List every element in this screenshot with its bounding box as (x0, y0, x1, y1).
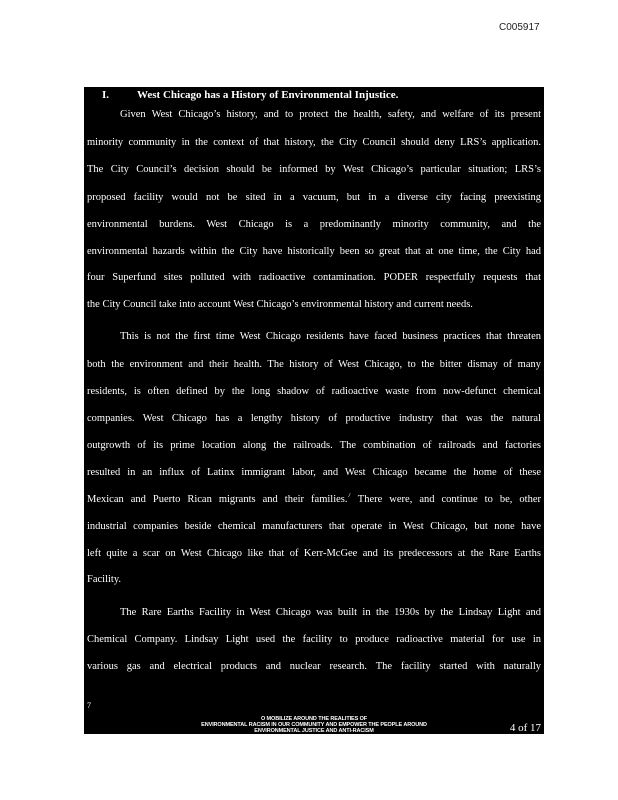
page-number: 4 of 17 (509, 722, 541, 734)
footer-line: O MOBILIZE AROUND THE REALITIES OF (260, 716, 368, 722)
footer-line: ENVIRONMENTAL JUSTICE AND ANTI-RACISM (254, 728, 374, 734)
body-line: Given West Chicago’s history, and to protect the health, safety, and welfare of its present (120, 109, 541, 120)
footnote-reference: 7 (347, 493, 351, 499)
document-id: C005917 (499, 22, 540, 33)
body-line: minority community in the context of that history, the City Council should deny LRS’s application. (87, 137, 541, 148)
body-line: the City Council take into account West Chicago’s environmental history and current needs. (87, 299, 473, 310)
body-line: environmental burdens. West Chicago is a predominantly minority community, and the (87, 219, 541, 230)
body-line-text: Mexican and Puerto Rican migrants and their families. (87, 494, 348, 505)
body-line: The City Council’s decision should be informed by West Chicago’s particular situation; LRS’s (87, 164, 541, 175)
body-line: companies. West Chicago has a lengthy history of productive industry that was the natural (87, 413, 541, 424)
document-page (84, 87, 544, 734)
body-line: resulted in an influx of Latinx immigrant labor, and West Chicago became the home of these (87, 467, 541, 478)
body-line-text: There were, and continue to be, other (350, 494, 541, 505)
section-heading (102, 89, 398, 101)
body-line: environmental hazards within the City have historically been so great that at one time, the City had (87, 246, 541, 257)
body-line: four Superfund sites polluted with radioactive contamination. PODER respectfully requests that (87, 272, 541, 283)
body-line-with-footnote (87, 493, 541, 507)
body-line: proposed facility would not be sited in a vacuum, but in a diverse city facing preexisting (87, 192, 541, 203)
footer-line: ENVIRONMENTAL RACISM IN OUR COMMUNITY AND EMPOWER THE PEOPLE AROUND (201, 722, 427, 728)
body-line: left quite a scar on West Chicago like that of Kerr-McGee and its predecessors at the Rare Earths (87, 548, 541, 559)
body-line: outgrowth of its prime location along the railroads. The combination of railroads and factories (87, 440, 541, 451)
body-line: This is not the first time West Chicago residents have faced business practices that threaten (120, 331, 541, 342)
footnote-number: 7 (87, 701, 91, 710)
body-line: Facility. (87, 574, 122, 585)
section-number: I. (102, 89, 110, 101)
body-line: both the environment and their health. The history of West Chicago, to the bitter dismay of many (87, 359, 541, 370)
footer-motto (84, 716, 544, 734)
body-line: various gas and electrical products and nuclear research. The facility started with naturally (87, 661, 541, 672)
body-line: The Rare Earths Facility in West Chicago was built in the 1930s by the Lindsay Light and (120, 607, 541, 618)
body-line: residents, is often defined by the long shadow of radioactive waste from now-defunct chemical (87, 386, 541, 397)
section-title: West Chicago has a History of Environmental Injustice. (137, 89, 399, 101)
body-line: industrial companies beside chemical manufacturers that operate in West Chicago, but none have (87, 521, 541, 532)
body-line: Chemical Company. Lindsay Light used the facility to produce radioactive material for use in (87, 634, 541, 645)
